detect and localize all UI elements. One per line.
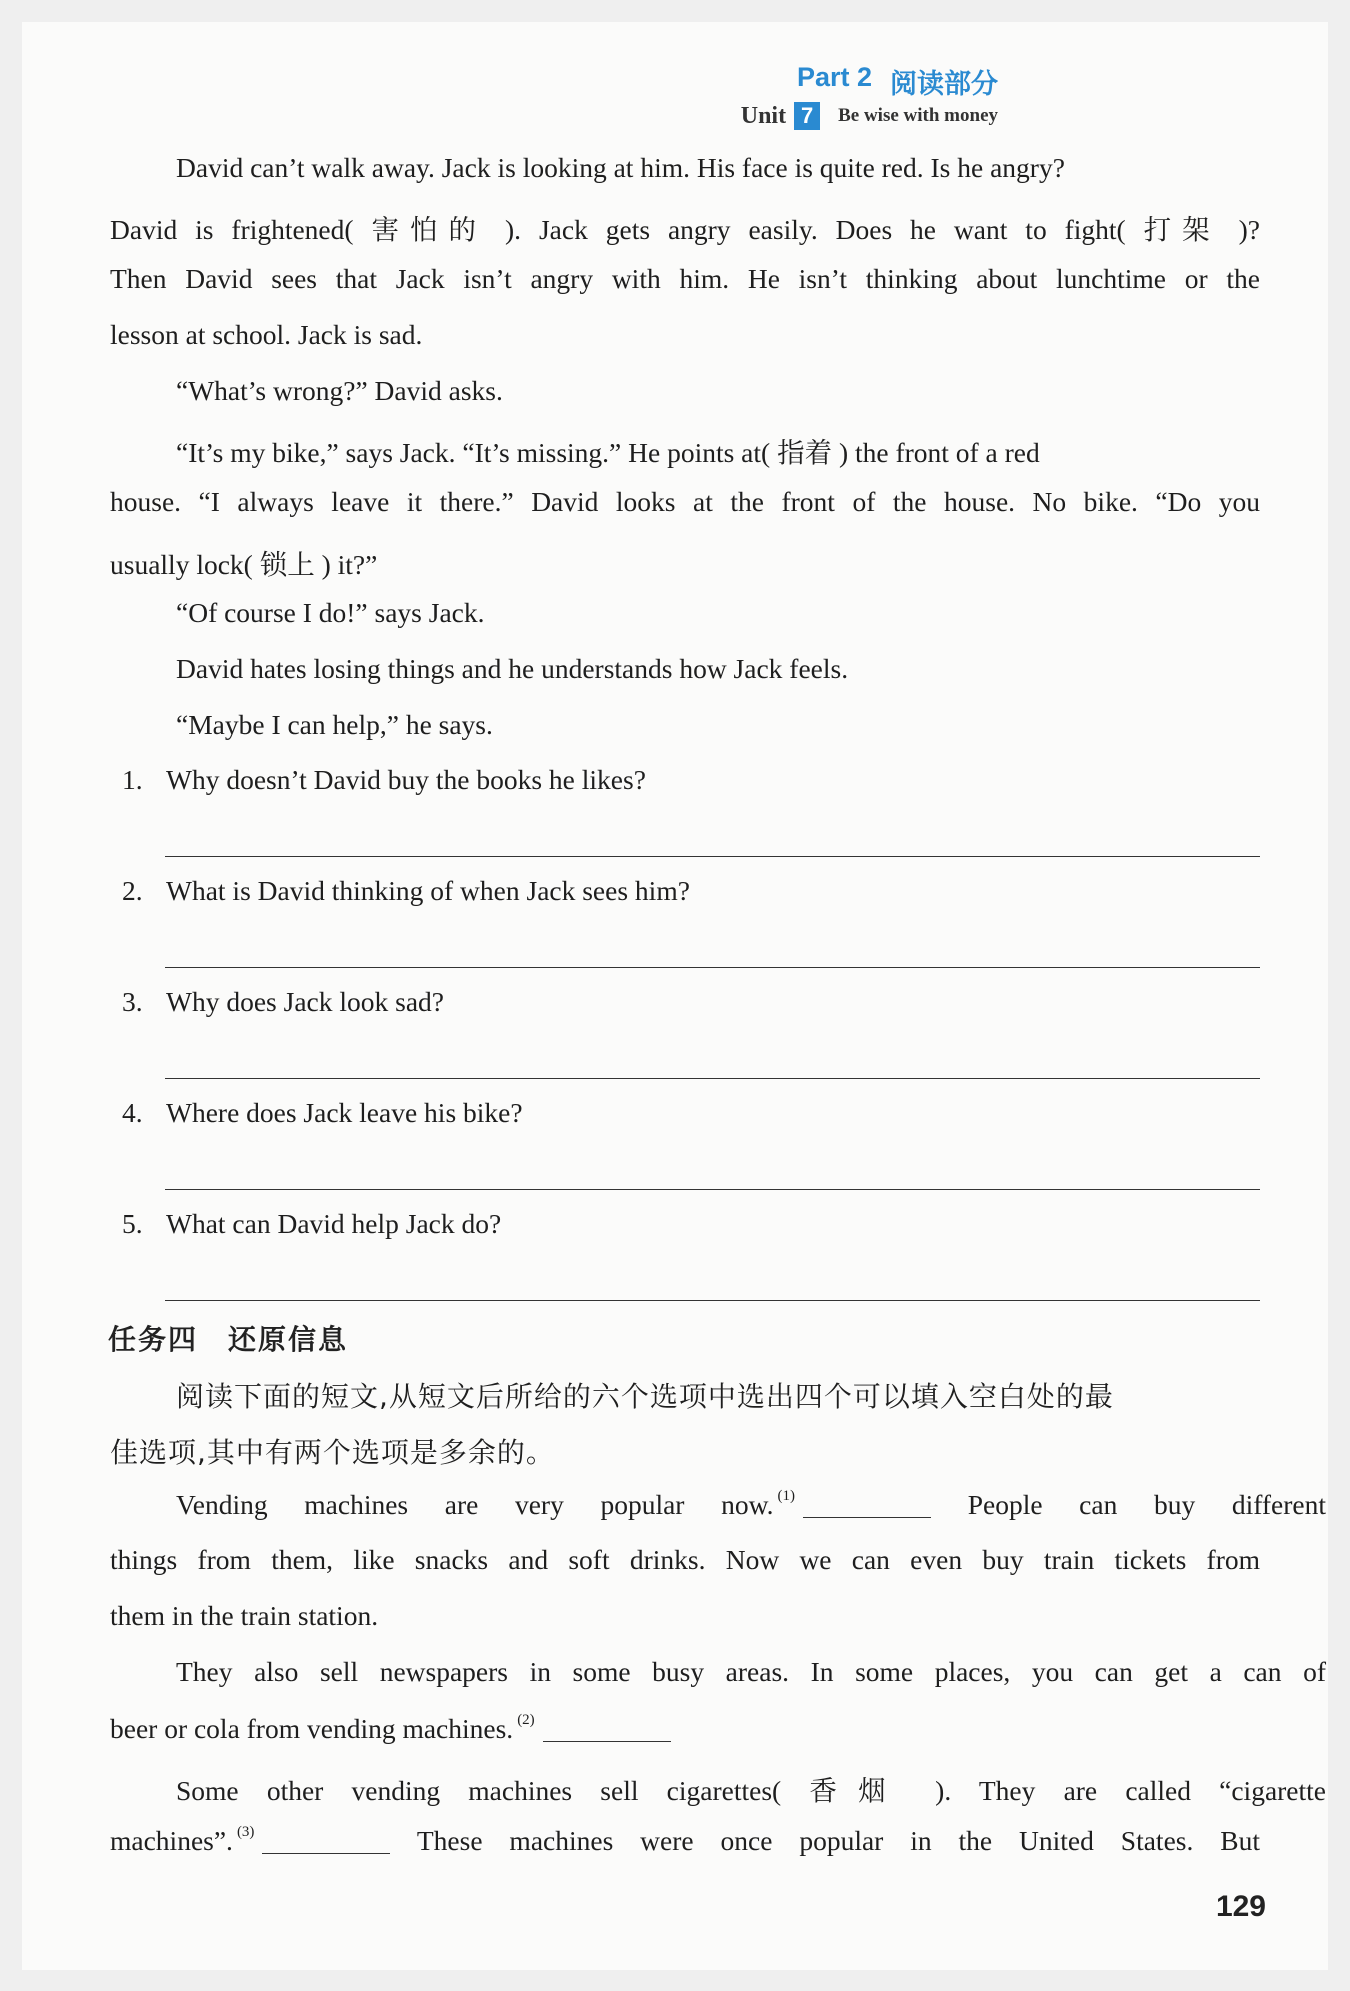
passage-line: “Maybe I can help,” he says.: [176, 709, 493, 740]
passage-line: “What’s wrong?” David asks.: [176, 375, 503, 406]
blank-1[interactable]: [803, 1491, 931, 1518]
question-text: Why doesn’t David buy the books he likes?: [166, 764, 646, 795]
question-2: [122, 875, 690, 907]
answer-line-5[interactable]: [165, 1300, 1260, 1301]
paragraph-3-line-2: [110, 1824, 1260, 1857]
question-number: 4.: [122, 1097, 143, 1128]
unit-word: Unit: [740, 102, 787, 129]
paragraph-line: them in the train station.: [110, 1600, 379, 1631]
text-segment: machines”.: [110, 1825, 233, 1856]
question-number: 2.: [122, 875, 143, 906]
question-text: Where does Jack leave his bike?: [166, 1097, 523, 1128]
question-number: 3.: [122, 986, 143, 1017]
unit-title: Be wise with money: [838, 105, 998, 126]
blank-3[interactable]: [262, 1827, 390, 1854]
blank-number: (2): [517, 1712, 535, 1728]
question-number: 1.: [122, 764, 143, 795]
paragraph-line: They also sell newspapers in some busy areas. In some places, you can get a can of: [176, 1656, 1326, 1687]
passage-line: house. “I always leave it there.” David looks at the front of the house. No bike. “Do you: [110, 486, 1260, 517]
part-title: 阅读部分: [890, 69, 998, 99]
question-5: [122, 1208, 501, 1240]
passage-line: David is frightened( 害怕的 ). Jack gets angry easily. Does he want to fight( 打架 )?: [110, 214, 1260, 245]
blank-number: (3): [236, 1824, 255, 1840]
unit-number-badge: 7: [794, 102, 820, 130]
text-segment: These machines were once popular in the United States. But: [416, 1825, 1260, 1856]
task-heading: [108, 1318, 348, 1358]
passage-line: lesson at school. Jack is sad.: [110, 319, 423, 350]
question-3: [122, 986, 444, 1018]
text-segment: beer or cola from vending machines.: [110, 1713, 514, 1744]
page-number: 129: [1215, 1890, 1266, 1923]
question-number: 5.: [122, 1208, 143, 1239]
passage-line: “It’s my bike,” says Jack. “It’s missing.” He points at( 指着 ) the front of a red: [176, 437, 1040, 468]
unit-heading: [741, 102, 998, 130]
passage-line: David can’t walk away. Jack is looking at him. His face is quite red. Is he angry?: [176, 152, 1065, 183]
instruction-line: 阅读下面的短文,从短文后所给的六个选项中选出四个可以填入空白处的最: [176, 1380, 1114, 1413]
text-segment: People can buy different: [967, 1489, 1326, 1520]
blank-number: (1): [777, 1488, 796, 1504]
answer-line-4[interactable]: [165, 1189, 1260, 1190]
passage-line: usually lock( 锁上 ) it?”: [110, 549, 378, 580]
blank-2[interactable]: [543, 1715, 671, 1742]
question-1: [122, 764, 646, 796]
paragraph-2-line-2: [110, 1712, 1260, 1745]
task-label: 任务四: [108, 1323, 199, 1356]
instruction-line: 佳选项,其中有两个选项是多余的。: [110, 1436, 555, 1469]
passage-line: “Of course I do!” says Jack.: [176, 597, 485, 628]
part-heading: [797, 62, 998, 101]
question-4: [122, 1097, 523, 1129]
paragraph-line: things from them, like snacks and soft drinks. Now we can even buy train tickets from: [110, 1544, 1260, 1575]
question-text: What can David help Jack do?: [166, 1208, 502, 1239]
task-title: 还原信息: [228, 1323, 349, 1356]
answer-line-1[interactable]: [165, 856, 1260, 857]
passage-line: David hates losing things and he understands how Jack feels.: [176, 653, 849, 684]
text-segment: Vending machines are very popular now.: [176, 1489, 774, 1520]
part-label: Part 2: [796, 62, 872, 92]
answer-line-2[interactable]: [165, 967, 1260, 968]
paragraph-1-line-1: [110, 1488, 1326, 1521]
passage-line: Then David sees that Jack isn’t angry with him. He isn’t thinking about lunchtime or the: [110, 263, 1260, 294]
paragraph-line: Some other vending machines sell cigarettes( 香烟 ). They are called “cigarette: [176, 1775, 1326, 1806]
answer-line-3[interactable]: [165, 1078, 1260, 1079]
question-text: Why does Jack look sad?: [166, 986, 444, 1017]
question-text: What is David thinking of when Jack sees him?: [166, 875, 690, 906]
